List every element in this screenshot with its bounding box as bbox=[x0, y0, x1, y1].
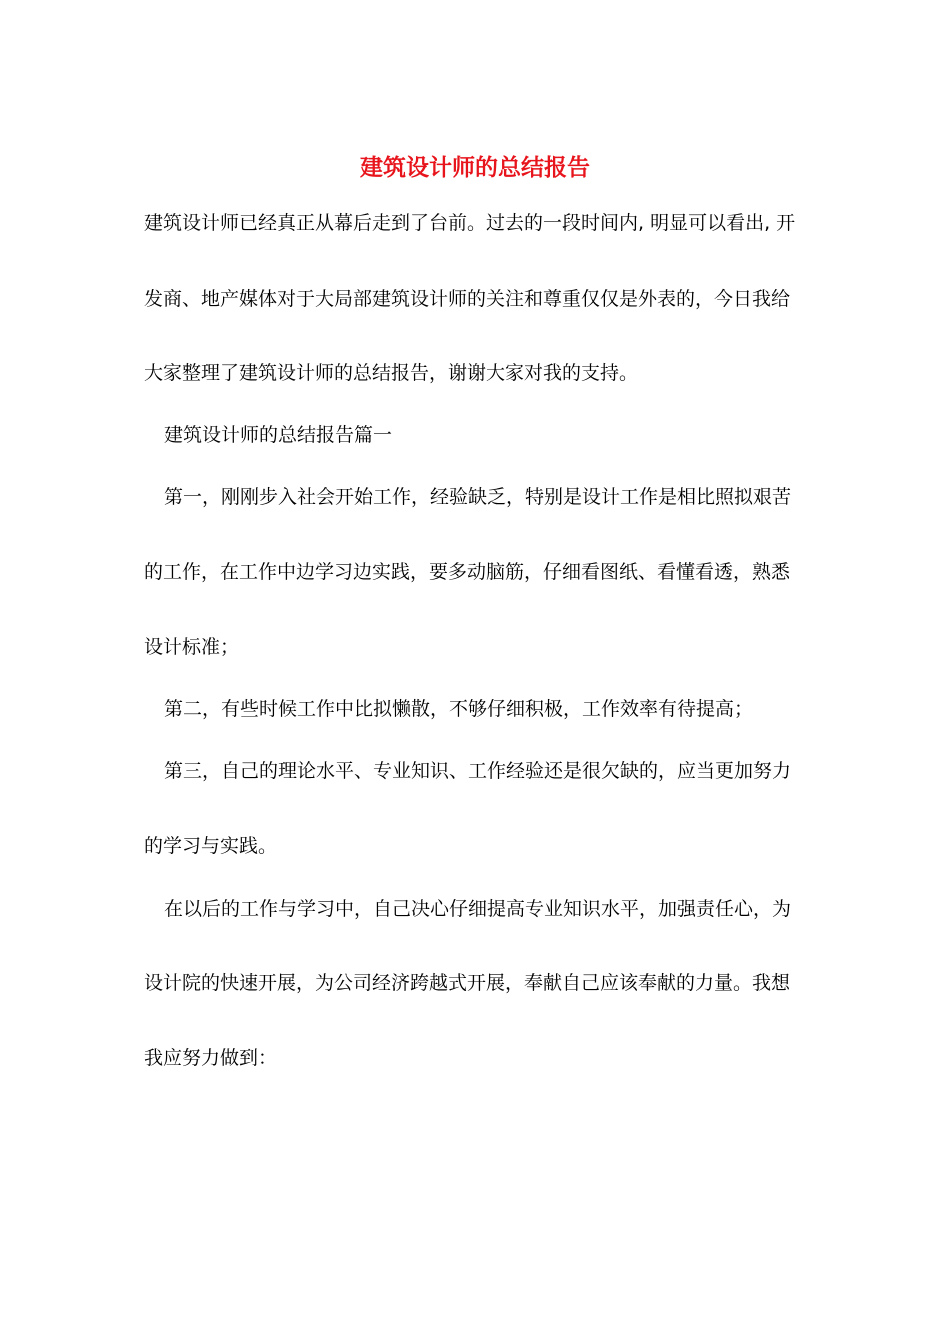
document-title: 建筑设计师的总结报告 bbox=[360, 154, 590, 181]
paragraph-line: 我应努力做到： bbox=[144, 1047, 278, 1069]
paragraph-line: 大家整理了建筑设计师的总结报告，谢谢大家对我的支持。 bbox=[144, 362, 639, 384]
paragraph-line: 的学习与实践。 bbox=[144, 835, 278, 857]
paragraph-line: 第一，刚刚步入社会开始工作，经验缺乏，特别是设计工作是相比照拟艰苦 bbox=[164, 486, 792, 508]
section-heading: 建筑设计师的总结报告篇一 bbox=[164, 424, 393, 446]
paragraph-line: 设计院的快速开展，为公司经济跨越式开展，奉献自己应该奉献的力量。我想 bbox=[144, 972, 791, 994]
paragraph-line: 的工作，在工作中边学习边实践，要多动脑筋，仔细看图纸、看懂看透，熟悉 bbox=[144, 561, 791, 583]
paragraph-line: 在以后的工作与学习中，自己决心仔细提高专业知识水平，加强责任心，为 bbox=[164, 898, 792, 920]
paragraph-line: 建筑设计师已经真正从幕后走到了台前。过去的一段时间内, 明显可以看出, 开 bbox=[144, 212, 796, 234]
paragraph-line: 设计标准； bbox=[144, 636, 240, 658]
paragraph-line: 第二，有些时候工作中比拟懒散，不够仔细积极，工作效率有待提高； bbox=[164, 698, 754, 720]
paragraph-line: 发商、地产媒体对于大局部建筑设计师的关注和尊重仅仅是外表的，今日我给 bbox=[144, 288, 791, 310]
paragraph-line: 第三，自己的理论水平、专业知识、工作经验还是很欠缺的，应当更加努力 bbox=[164, 760, 792, 782]
